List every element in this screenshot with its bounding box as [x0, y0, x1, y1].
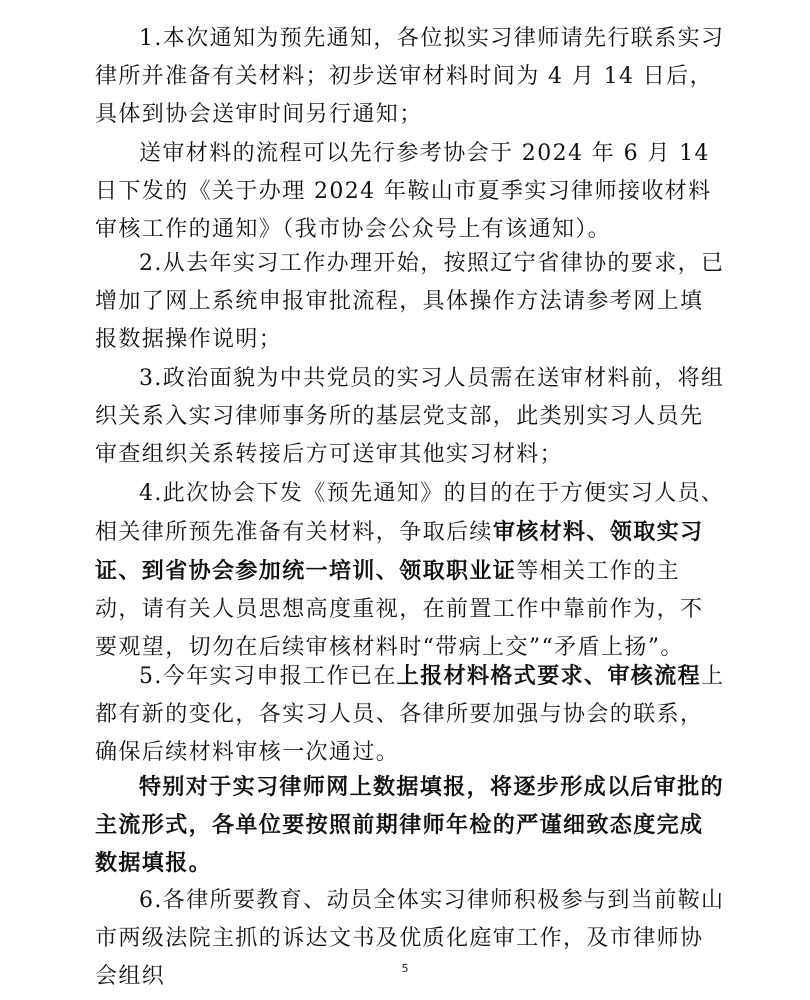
paragraph-6-text-b: 上都有新的变化，各实习人员、各律所要加强与协会的联系，确保后续材料审核一次通过。: [95, 664, 725, 765]
paragraph-5-bold-a: 审核材料、领取实习证、到省协会参加统一培训、领取职业证: [95, 519, 704, 584]
paragraph-item-3: 2.从去年实习工作办理开始，按照辽宁省律协的要求，已增加了网上系统申报审批流程，具体操作方法请参考网上填报数据操作说明；: [95, 251, 725, 352]
paragraph-5-text-a: 4.此次协会下发《预先通知》的目的在于方便实习人员、相关律所预先准备有关材料，争取后续: [95, 481, 725, 545]
paragraph-item-5: [95, 475, 725, 667]
paragraph-item-2: 送审材料的流程可以先行参考协会于 2024 年 6 月 14 日下发的《关于办理 2024 年鞍山市夏季实习律师接收材料审核工作的通知》（我市协会公众号上有该通知）。: [95, 141, 712, 242]
paragraph-5-text-b: 等相关工作的主动，请有关人员思想高度重视，在前置工作中靠前作为，不要观望，切勿在后续审核材料时“带病上交”“矛盾上扬”。: [95, 559, 704, 660]
paragraph-item-4: 3.政治面貌为中共党员的实习人员需在送审材料前，将组织关系入实习律师事务所的基层党支部，此类别实习人员先审查组织关系转接后方可送审其他实习材料；: [95, 366, 725, 467]
paragraph-item-7: 特别对于实习律师网上数据填报，将逐步形成以后审批的主流形式，各单位要按照前期律师年检的严谨细致态度完成数据填报。: [95, 774, 725, 876]
paragraph-item-1: 1.本次通知为预先通知，各位拟实习律师请先行联系实习律所并准备有关材料；初步送审材料时间为 4 月 14 日后，具体到协会送审时间另行通知；: [95, 26, 725, 127]
paragraph-item-8: 6.各律所要教育、动员全体实习律师积极参与到当前鞍山市两级法院主抓的诉达文书及优质化庭审工作，及市律师协会组织: [95, 888, 725, 989]
page-number: 5: [401, 962, 409, 975]
paragraph-6-bold-a: 上报材料格式要求、审核流程: [396, 663, 701, 689]
paragraph-item-6: [95, 657, 725, 772]
paragraph-6-text-a: 5.今年实习申报工作已在: [139, 664, 397, 689]
